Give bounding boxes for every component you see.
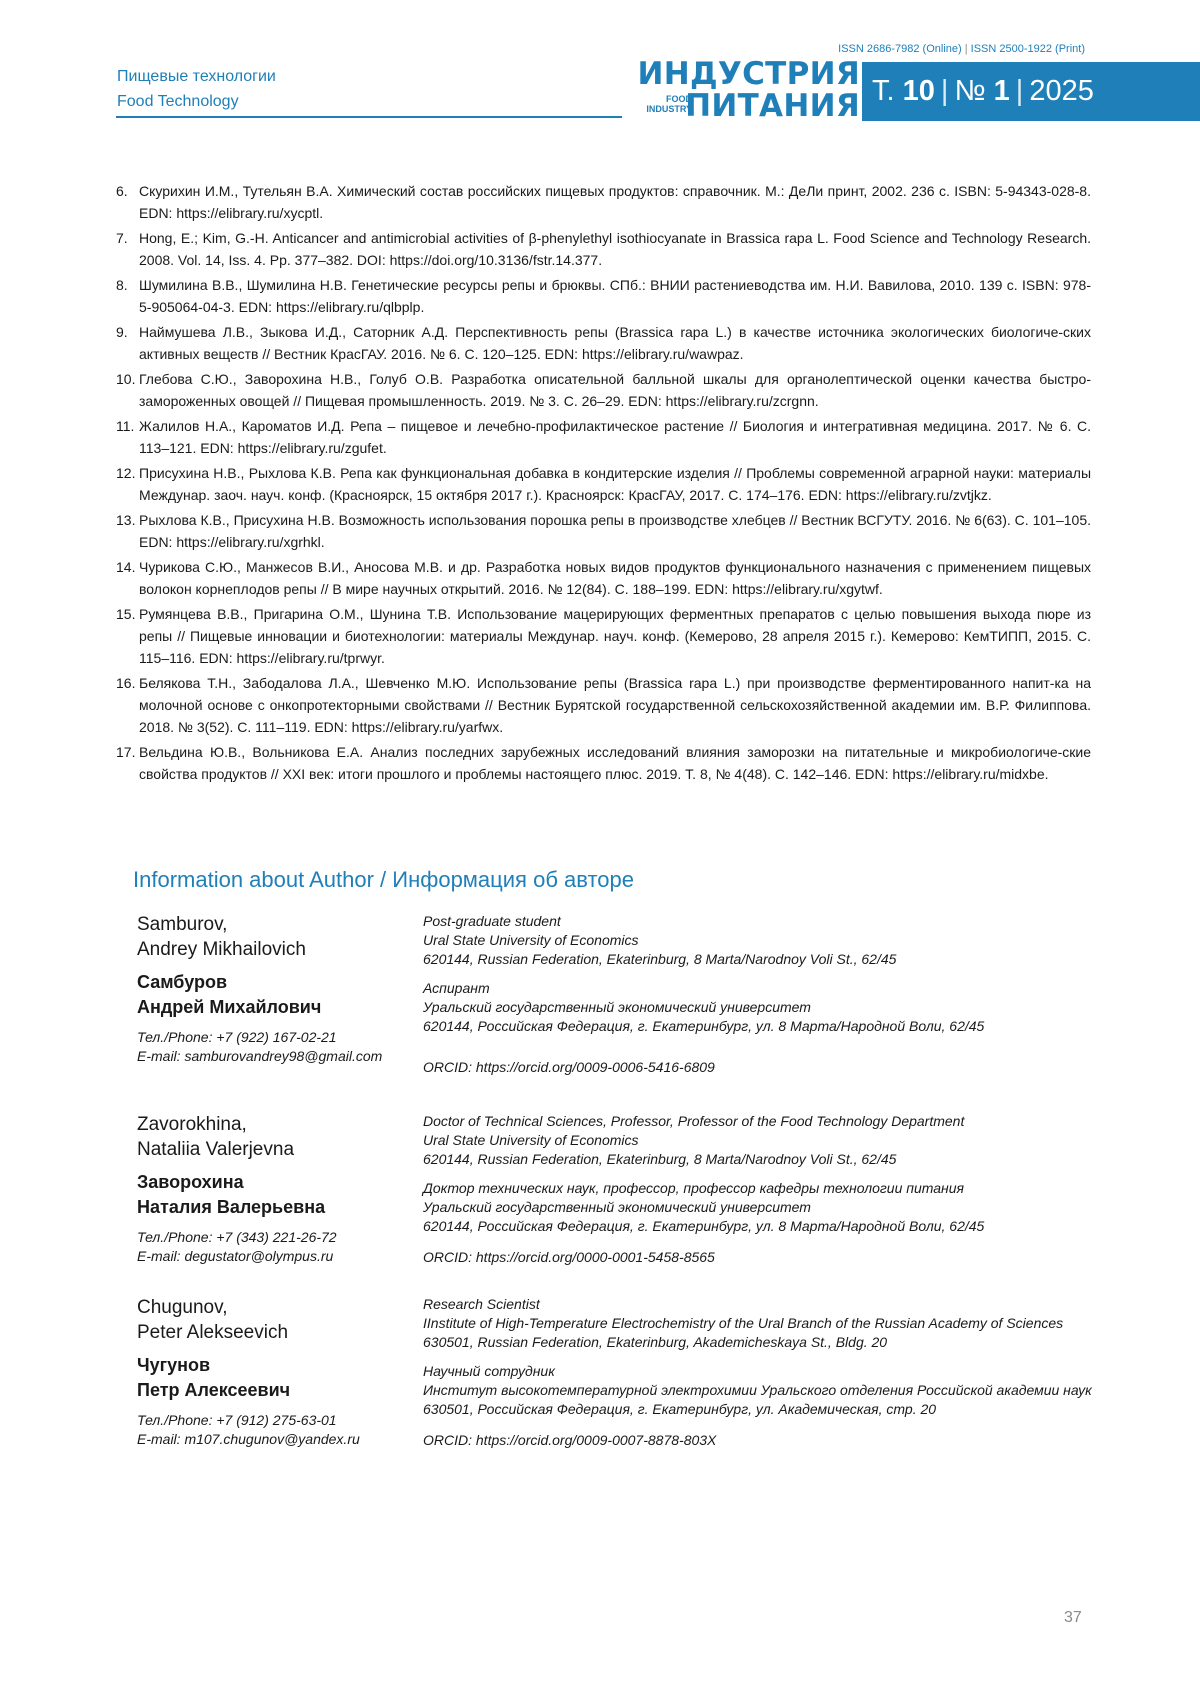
reference-number: 15. [116,603,135,625]
reference-text: Скурихин И.М., Тутельян В.А. Химический состав российских пищевых продуктов: справочник. М.: ДеЛи принт, 2002. 236 с. ISBN: 5-94343-028-8. EDN: https://elibrary.ru/xycptl. [139,183,1091,221]
author-name-en: Zavorokhina, Nataliia Valerjevna [137,1112,427,1162]
issn-print: ISSN 2500-1922 (Print) [971,43,1085,55]
author-email: E-mail: degustator@olympus.ru [137,1247,427,1266]
reference-text: Присухина Н.В., Рыхлова К.В. Репа как функциональная добавка в кондитерские изделия // Проблемы современной аграрной науки: материалы Междунар. заоч. науч. конф. (Красноярск, 15 октября 2017 г.). Красноярск: КрасГАУ, 2017. С. 174–176. EDN: https://elibrary.ru/zvtjkz. [139,465,1091,503]
logo-food: FOOD [646,94,692,104]
author-affiliation [423,912,1098,1077]
logo-industry: INDUSTRY [646,104,692,114]
affiliation-en: Research Scientist IInstitute of High-Temperature Electrochemistry of the Ural Branch of the Russian Academy of Sciences 630501, Russian Federation, Ekaterinburg, Akademicheskaya St., Bldg. 20 [423,1295,1098,1352]
author-identity [137,1112,427,1266]
issue-number: 1 [994,75,1010,108]
author-contact [137,1411,427,1449]
issn-online: ISSN 2686-7982 (Online) [838,43,962,55]
reference-text: Белякова Т.Н., Забодалова Л.А., Шевченко М.Ю. Использование репы (Brassica rapa L.) при производстве ферментированного напит-ка на молочной основе с онкопротекторными свойствами // Вестник Бурятской государственной сельскохозяйственной академии им. В.Р. Филиппова. 2018. № 3(52). С. 111–119. EDN: https://elibrary.ru/yarfwx. [139,675,1091,735]
affiliation-ru: Аспирант Уральский государственный экономический университет 620144, Российская Федерация, г. Екатеринбург, ул. 8 Марта/Народной Воли, 62/45 [423,979,1098,1036]
reference-text: Глебова С.Ю., Заворохина Н.В., Голуб О.В. Разработка описательной балльной шкалы для органолептической оценки качества быстро-замороженных овощей // Пищевая промышленность. 2019. № 3. С. 26–29. EDN: https://elibrary.ru/zcrgnn. [139,371,1091,409]
author-identity [137,1295,427,1449]
page-number: 37 [1064,1609,1082,1627]
author-name-ru: Чугунов Петр Алексеевич [137,1353,427,1403]
issue-badge [862,62,1200,121]
reference-text: Вельдина Ю.В., Вольникова Е.А. Анализ последних зарубежных исследований влияния заморозки на питательные и микробиологиче-ские свойства продуктов // XXI век: итоги прошлого и проблемы настоящего плюс. 2019. Т. 8, № 4(48). С. 142–146. EDN: https://elibrary.ru/midxbe. [139,744,1091,782]
reference-item [116,462,1091,506]
journal-logo-bottom: ПИТАНИЯ [685,88,860,124]
author-orcid: ORCID: https://orcid.org/0000-0001-5458-8565 [423,1248,1098,1267]
reference-text: Румянцева В.В., Пригарина О.М., Шунина Т.В. Использование мацерирующих ферментных препаратов с целью повышения выхода пюре из репы // Пищевые инновации и биотехнологии: материалы Междунар. науч. конф. (Кемерово, 28 апреля 2015 г.). Кемерово: КемТИПП, 2015. С. 115–116. EDN: https://elibrary.ru/tprwyr. [139,606,1091,666]
reference-item [116,227,1091,271]
affiliation-en: Post-graduate student Ural State University of Economics 620144, Russian Federation, Ekaterinburg, 8 Marta/Narodnoy Voli St., 62/45 [423,912,1098,969]
author-email: E-mail: m107.chugunov@yandex.ru [137,1430,427,1449]
vol-number: 10 [903,75,935,108]
reference-item [116,321,1091,365]
journal-logo-top: ИНДУСТРИЯ [637,56,860,92]
reference-number: 11. [116,415,134,437]
author-info-heading: Information about Author / Информация об авторе [133,867,634,893]
reference-item [116,368,1091,412]
section-title-en: Food Technology [117,89,276,114]
issue-separator: | [941,75,949,108]
reference-list [116,180,1091,788]
affiliation-ru: Научный сотрудник Институт высокотемпературной электрохимии Уральского отделения Российской академии наук 630501, Российская Федерация, г. Екатеринбург, ул. Академическая, стр. 20 [423,1362,1098,1419]
author-email: E-mail: samburovandrey98@gmail.com [137,1047,427,1066]
reference-text: Рыхлова К.В., Присухина Н.В. Возможность использования порошка репы в производстве хлебцев // Вестник ВСГУТУ. 2016. № 6(63). С. 101–105. EDN: https://elibrary.ru/xgrhkl. [139,512,1091,550]
reference-text: Чурикова С.Ю., Манжесов В.И., Аносова М.В. и др. Разработка новых видов продуктов функционального назначения с применением пищевых волокон корнеплодов репы // В мире научных открытий. 2016. № 12(84). С. 188–199. EDN: https://elibrary.ru/xgytwf. [139,559,1091,597]
author-name-ru: Самбуров Андрей Михайлович [137,970,427,1020]
reference-number: 6. [116,180,128,202]
reference-number: 14. [116,556,135,578]
reference-number: 7. [116,227,128,249]
reference-item [116,180,1091,224]
author-orcid: ORCID: https://orcid.org/0009-0006-5416-6809 [423,1058,1098,1077]
reference-text: Наймушева Л.В., Зыкова И.Д., Саторник А.Д. Перспективность репы (Brassica rapa L.) в качестве источника экологических биологиче-ских активных веществ // Вестник КрасГАУ. 2016. № 6. С. 120–125. EDN: https://elibrary.ru/wawpaz. [139,324,1091,362]
author-phone: Тел./Phone: +7 (922) 167-02-21 [137,1028,427,1047]
issn-separator: | [965,43,968,55]
reference-text: Жалилов Н.А., Кароматов И.Д. Репа – пищевое и лечебно-профилактическое растение // Биология и интегративная медицина. 2017. № 6. С. 113–121. EDN: https://elibrary.ru/zgufet. [139,418,1091,456]
author-name-en: Samburov, Andrey Mikhailovich [137,912,427,962]
affiliation-en: Doctor of Technical Sciences, Professor, Professor of the Food Technology Department Ural State University of Economics 620144, Russian Federation, Ekaterinburg, 8 Marta/Narodnoy Voli St., 62/45 [423,1112,1098,1169]
no-label: № [954,75,985,108]
vol-label: Т. [872,75,895,108]
section-title-ru: Пищевые технологии [117,64,276,89]
issn-line [838,43,1085,55]
reference-item [116,741,1091,785]
author-affiliation [423,1295,1098,1450]
reference-item [116,556,1091,600]
author-phone: Тел./Phone: +7 (912) 275-63-01 [137,1411,427,1430]
affiliation-ru: Доктор технических наук, профессор, профессор кафедры технологии питания Уральский государственный экономический университет 620144, Российская Федерация, г. Екатеринбург, ул. 8 Марта/Народной Воли, 62/45 [423,1179,1098,1236]
reference-item [116,603,1091,669]
reference-number: 12. [116,462,135,484]
author-contact [137,1228,427,1266]
reference-item [116,415,1091,459]
issue-year: 2025 [1029,75,1094,108]
reference-text: Hong, E.; Kim, G.-H. Anticancer and antimicrobial activities of β-phenylethyl isothiocyanate in Brassica rapa L. Food Science and Technology Research. 2008. Vol. 14, Iss. 4. Pp. 377–382. DOI: https://doi.org/10.3136/fstr.14.377. [139,230,1091,268]
reference-number: 8. [116,274,128,296]
reference-text: Шумилина В.В., Шумилина Н.В. Генетические ресурсы репы и брюквы. СПб.: ВНИИ растениеводства им. Н.И. Вавилова, 2010. 139 с. ISBN: 978-5-905064-04-3. EDN: https://elibrary.ru/qlbplp. [139,277,1091,315]
reference-number: 17. [116,741,135,763]
reference-number: 13. [116,509,135,531]
reference-number: 16. [116,672,135,694]
author-orcid: ORCID: https://orcid.org/0009-0007-8878-803X [423,1431,1098,1450]
reference-number: 9. [116,321,128,343]
author-identity [137,912,427,1066]
header-rule [116,116,622,118]
author-name-en: Chugunov, Peter Alekseevich [137,1295,427,1345]
issue-separator: | [1016,75,1024,108]
author-affiliation [423,1112,1098,1267]
author-name-ru: Заворохина Наталия Валерьевна [137,1170,427,1220]
author-phone: Тел./Phone: +7 (343) 221-26-72 [137,1228,427,1247]
reference-item [116,509,1091,553]
reference-item [116,274,1091,318]
reference-item [116,672,1091,738]
running-head [117,64,276,114]
reference-number: 10. [116,368,135,390]
author-contact [137,1028,427,1066]
